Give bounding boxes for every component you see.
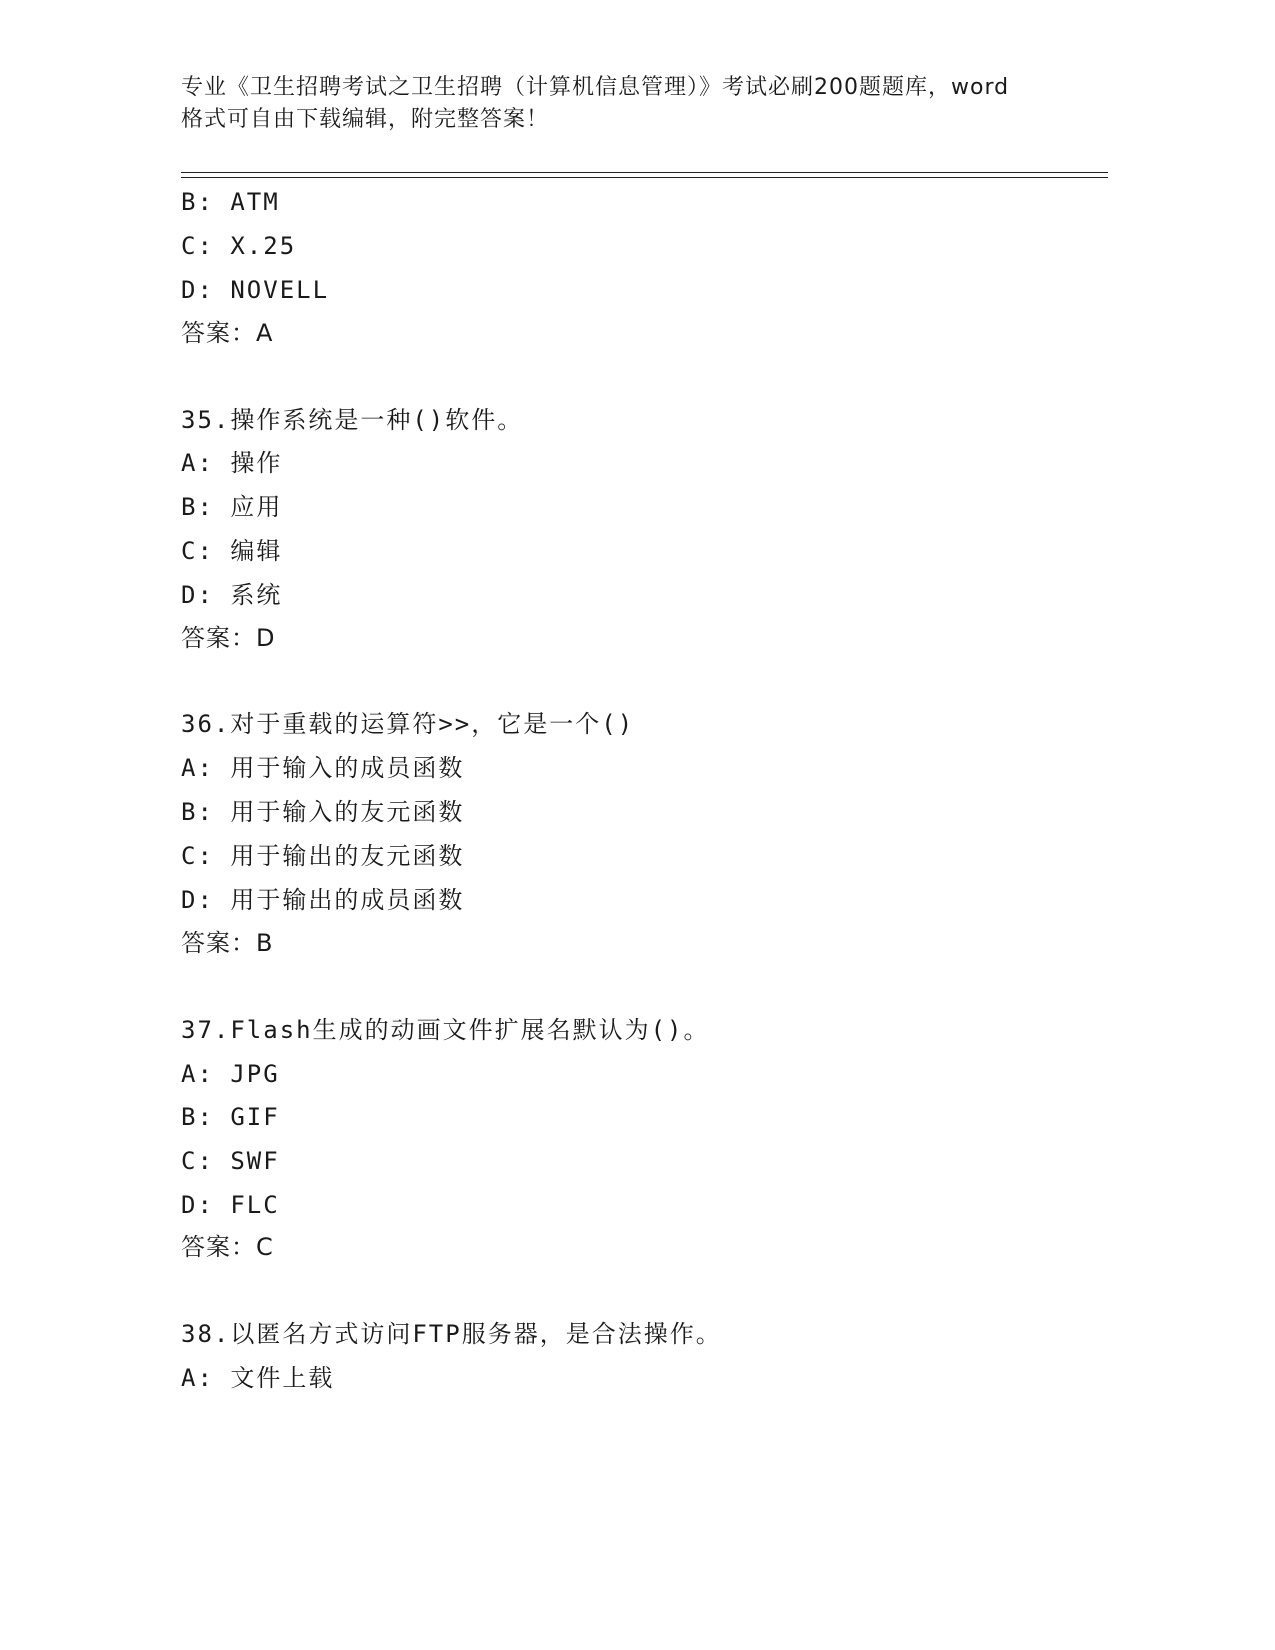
q35-option-c: C: 编辑	[181, 537, 283, 565]
q36-question: 36.对于重载的运算符>>，它是一个()	[181, 710, 635, 738]
q37-option-a: A: JPG	[181, 1060, 280, 1088]
q35-option-b: B: 应用	[181, 493, 283, 521]
q36-option-b: B: 用于输入的友元函数	[181, 798, 465, 826]
header-divider-top	[181, 172, 1108, 173]
q38-question: 38.以匿名方式访问FTP服务器，是合法操作。	[181, 1320, 722, 1348]
q36-option-a: A: 用于输入的成员函数	[181, 754, 465, 782]
q36-answer: 答案：B	[181, 929, 274, 957]
q37-answer: 答案：C	[181, 1233, 274, 1261]
header-divider-bottom	[181, 177, 1108, 178]
q37-option-d: D: FLC	[181, 1191, 280, 1219]
header-line-1: 专业《卫生招聘考试之卫生招聘（计算机信息管理）》考试必刷200题题库，word	[181, 75, 1010, 100]
q34-option-c: C: X.25	[181, 232, 297, 260]
q34-option-b: B: ATM	[181, 188, 280, 216]
q36-option-d: D: 用于输出的成员函数	[181, 886, 465, 914]
q35-answer: 答案：D	[181, 624, 276, 652]
q34-option-d: D: NOVELL	[181, 276, 330, 304]
q37-option-b: B: GIF	[181, 1103, 280, 1131]
q38-option-a: A: 文件上载	[181, 1364, 335, 1392]
q35-option-d: D: 系统	[181, 581, 283, 609]
q36-option-c: C: 用于输出的友元函数	[181, 842, 465, 870]
q35-option-a: A: 操作	[181, 449, 283, 477]
document-header	[181, 72, 1081, 136]
q35-question: 35.操作系统是一种()软件。	[181, 406, 524, 434]
header-line-2: 格式可自由下载编辑，附完整答案！	[181, 107, 550, 132]
q37-question: 37.Flash生成的动画文件扩展名默认为()。	[181, 1016, 710, 1044]
q34-answer: 答案：A	[181, 319, 274, 347]
q37-option-c: C: SWF	[181, 1147, 280, 1175]
